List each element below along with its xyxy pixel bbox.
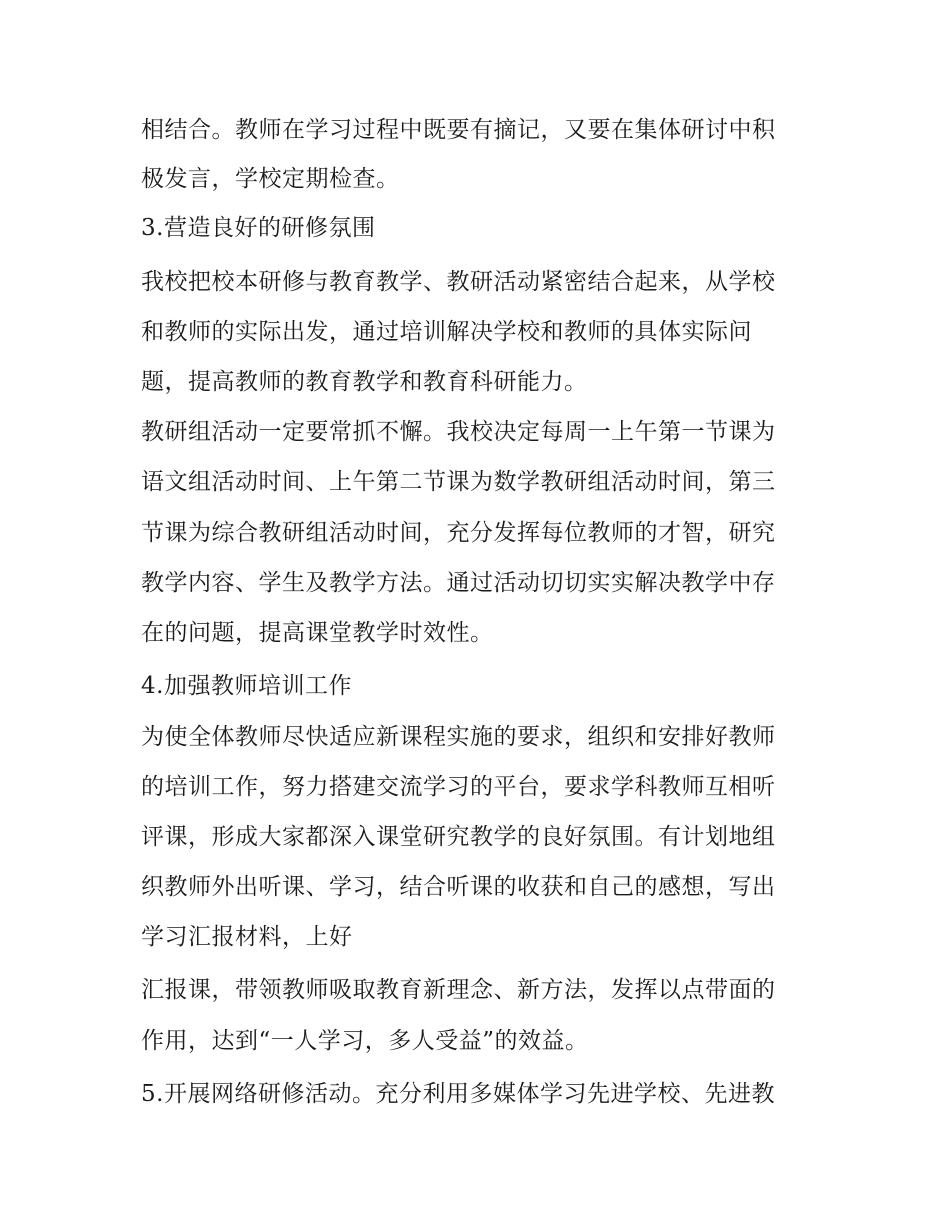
paragraph-line: 为使全体教师尽快适应新课程实施的要求，组织和安排好教师 (141, 724, 776, 750)
paragraph-line: 5.开展网络研修活动。充分利用多媒体学习先进学校、先进教 (141, 1081, 775, 1107)
paragraph-line: 汇报课，带领教师吸取教育新理念、新方法，发挥以点带面的 (141, 977, 776, 1003)
paragraph-line: 语文组活动时间、上午第二节课为数学教研组活动时间，第三 (141, 469, 776, 495)
paragraph-line: 节课为综合教研组活动时间，充分发挥每位教师的才智，研究 (141, 520, 776, 546)
paragraph-line: 和教师的实际出发，通过培训解决学校和教师的具体实际问 (141, 319, 752, 345)
paragraph-line: 织教师外出听课、学习，结合听课的收获和自己的感想，写出 (141, 874, 776, 900)
paragraph-line: 学习汇报材料，上好 (141, 924, 353, 950)
paragraph-line: 我校把校本研修与教育教学、教研活动紧密结合起来，从学校 (141, 269, 776, 295)
paragraph-line: 极发言，学校定期检查。 (141, 166, 400, 192)
section-heading: 3.营造良好的研修氛围 (141, 215, 376, 241)
paragraph-line: 相结合。教师在学习过程中既要有摘记，又要在集体研讨中积 (141, 117, 776, 143)
paragraph-line: 教学内容、学生及教学方法。通过活动切切实实解决教学中存 (141, 570, 776, 596)
section-heading: 4.加强教师培训工作 (141, 673, 352, 699)
paragraph-line: 的培训工作，努力搭建交流学习的平台，要求学科教师互相听 (141, 774, 776, 800)
paragraph-line: 作用，达到“一人学习，多人受益”的效益。 (141, 1028, 589, 1054)
paragraph-line: 在的问题，提高课堂教学时效性。 (141, 620, 494, 646)
paragraph-line: 教研组活动一定要常抓不懈。我校决定每周一上午第一节课为 (141, 419, 776, 445)
paragraph-line: 题，提高教师的教育教学和教育科研能力。 (141, 369, 588, 395)
paragraph-line: 评课，形成大家都深入课堂研究教学的良好氛围。有计划地组 (141, 824, 776, 850)
